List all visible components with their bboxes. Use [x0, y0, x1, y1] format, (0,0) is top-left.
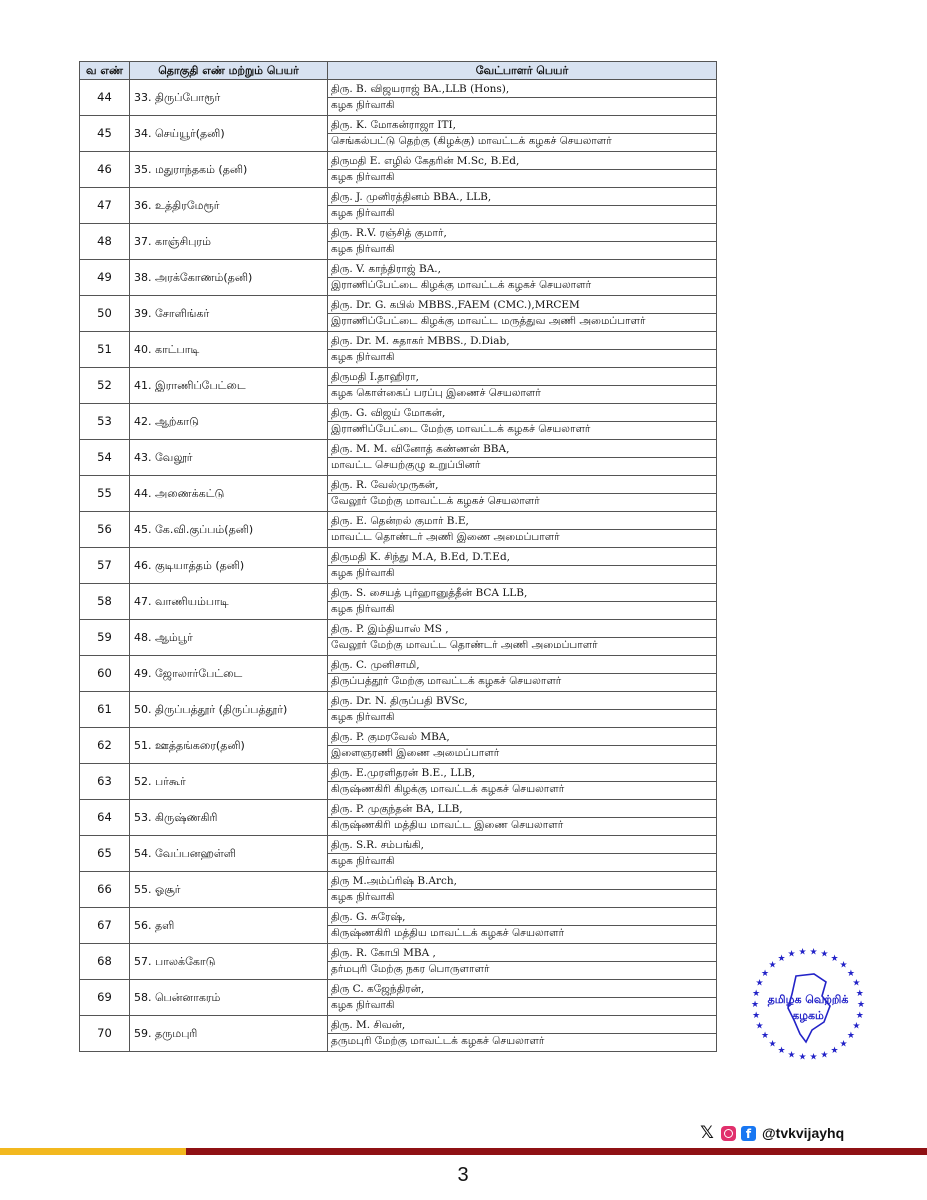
candidate-role-cell: கழக நிர்வாகி: [328, 350, 717, 368]
candidate-name-cell: திரு. R. வேல்முருகன்,: [328, 476, 717, 494]
star-icon: ★: [830, 1045, 839, 1056]
candidate-role-cell: கிருஷ்ணகிரி மத்திய மாவட்டக் கழகச் செயலாளர்: [328, 926, 717, 944]
constituency-cell: 55. ஓசூர்: [130, 872, 328, 908]
serial-number-cell: 63: [80, 764, 130, 800]
table-row: [80, 908, 717, 926]
constituency-cell: 51. ஊத்தங்கரை(தனி): [130, 728, 328, 764]
serial-number-cell: 45: [80, 116, 130, 152]
footer-bar-red: [186, 1148, 927, 1155]
constituency-cell: 52. பர்கூர்: [130, 764, 328, 800]
table-row: [80, 368, 717, 386]
candidate-name-cell: திரு. E. தென்றல் குமார் B.E,: [328, 512, 717, 530]
candidate-name-cell: திரு. P. முகுந்தன் BA, LLB,: [328, 800, 717, 818]
constituency-cell: 54. வேப்பனஹள்ளி: [130, 836, 328, 872]
serial-number-cell: 59: [80, 620, 130, 656]
table-row: [80, 296, 717, 314]
instagram-icon[interactable]: [721, 1126, 736, 1141]
star-icon: ★: [777, 954, 786, 965]
candidate-role-cell: இராணிப்பேட்டை கிழக்கு மாவட்டக் கழகச் செயலாளர்: [328, 278, 717, 296]
page-number: 3: [457, 1164, 469, 1186]
candidate-name-cell: திரு. V. காந்திராஜ் BA.,: [328, 260, 717, 278]
table-row: [80, 152, 717, 170]
constituency-cell: 33. திருப்போரூர்: [130, 80, 328, 116]
constituency-cell: 43. வேலூர்: [130, 440, 328, 476]
table-row: [80, 764, 717, 782]
candidate-role-cell: இளைஞரணி இணை அமைப்பாளர்: [328, 746, 717, 764]
serial-number-cell: 53: [80, 404, 130, 440]
table-header-row: [80, 62, 717, 80]
candidate-role-cell: மாவட்ட செயற்குழு உறுப்பினர்: [328, 458, 717, 476]
candidate-role-cell: கழக நிர்வாகி: [328, 890, 717, 908]
star-icon: ★: [768, 1039, 777, 1050]
constituency-cell: 34. செய்யூர்(தனி): [130, 116, 328, 152]
candidate-role-cell: கழக நிர்வாகி: [328, 566, 717, 584]
constituency-cell: 56. தளி: [130, 908, 328, 944]
serial-number-cell: 61: [80, 692, 130, 728]
candidate-name-cell: திருமதி K. சிந்து M.A, B.Ed, D.T.Ed,: [328, 548, 717, 566]
table-row: [80, 332, 717, 350]
candidate-role-cell: வேலூர் மேற்கு மாவட்டக் கழகச் செயலாளர்: [328, 494, 717, 512]
candidate-role-cell: திருப்பத்தூர் மேற்கு மாவட்டக் கழகச் செயலாளர்: [328, 674, 717, 692]
candidate-role-cell: கழக நிர்வாகி: [328, 998, 717, 1016]
candidate-role-cell: கழக கொள்கைப் பரப்பு இணைச் செயலாளர்: [328, 386, 717, 404]
constituency-cell: 48. ஆம்பூர்: [130, 620, 328, 656]
table-row: [80, 584, 717, 602]
table-row: [80, 548, 717, 566]
serial-number-cell: 49: [80, 260, 130, 296]
serial-number-cell: 46: [80, 152, 130, 188]
star-icon: ★: [830, 954, 839, 965]
constituency-cell: 47. வாணியம்பாடி: [130, 584, 328, 620]
candidate-role-cell: கழக நிர்வாகி: [328, 170, 717, 188]
table-row: [80, 800, 717, 818]
logo-text-line1: தமிழக வெற்றிக்: [767, 993, 849, 1006]
candidate-name-cell: திரு. K. மோகன்ராஜா ITI,: [328, 116, 717, 134]
candidate-name-cell: திரு. Dr. G. கபில் MBBS.,FAEM (CMC.),MRCEM: [328, 296, 717, 314]
constituency-cell: 38. அரக்கோணம்(தனி): [130, 260, 328, 296]
star-icon: ★: [761, 968, 770, 979]
star-icon: ★: [798, 947, 807, 958]
star-icon: ★: [839, 960, 848, 971]
candidate-name-cell: திரு C. கஜேந்திரன்,: [328, 980, 717, 998]
serial-number-cell: 44: [80, 80, 130, 116]
table-row: [80, 980, 717, 998]
star-icon: ★: [820, 1050, 829, 1061]
serial-number-cell: 64: [80, 800, 130, 836]
constituency-cell: 41. இராணிப்பேட்டை: [130, 368, 328, 404]
serial-number-cell: 65: [80, 836, 130, 872]
candidate-role-cell: மாவட்ட தொண்டர் அணி இணை அமைப்பாளர்: [328, 530, 717, 548]
star-icon: ★: [777, 1045, 786, 1056]
table-row: [80, 656, 717, 674]
table-row: [80, 944, 717, 962]
candidate-role-cell: செங்கல்பட்டு தெற்கு (கிழக்கு) மாவட்டக் கழகச் செயலாளர்: [328, 134, 717, 152]
constituency-cell: 49. ஜோலார்பேட்டை: [130, 656, 328, 692]
constituency-cell: 44. அணைக்கட்டு: [130, 476, 328, 512]
tvk-party-logo: [748, 944, 868, 1064]
table-row: [80, 80, 717, 98]
table-row: [80, 728, 717, 746]
serial-number-cell: 67: [80, 908, 130, 944]
serial-number-cell: 51: [80, 332, 130, 368]
table-row: [80, 476, 717, 494]
candidate-role-cell: கிருஷ்ணகிரி கிழக்கு மாவட்டக் கழகச் செயலாளர்: [328, 782, 717, 800]
candidate-name-cell: திரு. B. விஜயராஜ் BA.,LLB (Hons),: [328, 80, 717, 98]
candidate-role-cell: கழக நிர்வாகி: [328, 602, 717, 620]
table-row: [80, 404, 717, 422]
candidate-name-cell: திரு. S.R. சம்பங்கி,: [328, 836, 717, 854]
serial-number-cell: 58: [80, 584, 130, 620]
candidate-role-cell: கழக நிர்வாகி: [328, 242, 717, 260]
star-icon: ★: [855, 1011, 864, 1021]
candidate-role-cell: கழக நிர்வாகி: [328, 98, 717, 116]
constituency-cell: 39. சோளிங்கர்: [130, 296, 328, 332]
star-icon: ★: [855, 989, 864, 999]
constituency-cell: 37. காஞ்சிபுரம்: [130, 224, 328, 260]
table-row: [80, 872, 717, 890]
table-row: [80, 512, 717, 530]
star-icon: ★: [755, 978, 764, 989]
serial-number-cell: 54: [80, 440, 130, 476]
candidate-role-cell: இராணிப்பேட்டை கிழக்கு மாவட்ட மருத்துவ அணி அமைப்பாளர்: [328, 314, 717, 332]
candidate-name-cell: திரு. C. முனிசாமி,: [328, 656, 717, 674]
serial-number-cell: 57: [80, 548, 130, 584]
table-row: [80, 188, 717, 206]
star-icon: ★: [852, 978, 861, 989]
candidate-name-cell: திரு M.அம்ப்ரிஷ் B.Arch,: [328, 872, 717, 890]
star-icon: ★: [752, 1011, 761, 1021]
star-icon: ★: [809, 1052, 818, 1063]
candidate-name-cell: திரு. G. விஜய் மோகன்,: [328, 404, 717, 422]
serial-number-cell: 55: [80, 476, 130, 512]
star-icon: ★: [846, 968, 855, 979]
footer-bar-yellow: [0, 1148, 186, 1155]
social-handle[interactable]: @tvkvijayhq: [762, 1125, 845, 1141]
star-icon: ★: [856, 1000, 866, 1010]
constituency-cell: 35. மதுராந்தகம் (தனி): [130, 152, 328, 188]
x-twitter-icon[interactable]: 𝕏: [700, 1123, 714, 1143]
star-icon: ★: [787, 1050, 796, 1061]
serial-number-cell: 62: [80, 728, 130, 764]
constituency-cell: 45. கே.வி.குப்பம்(தனி): [130, 512, 328, 548]
star-icon: ★: [820, 949, 829, 960]
candidate-name-cell: திருமதி E. எழில் கேதரின் M.Sc, B.Ed,: [328, 152, 717, 170]
serial-number-cell: 50: [80, 296, 130, 332]
candidate-table: [79, 61, 717, 1052]
candidate-name-cell: திரு. E.முரளிதரன் B.E., LLB,: [328, 764, 717, 782]
candidate-role-cell: இராணிப்பேட்டை மேற்கு மாவட்டக் கழகச் செயலாளர்: [328, 422, 717, 440]
table-row: [80, 1016, 717, 1034]
logo-text-line2: கழகம்: [792, 1009, 824, 1022]
candidate-name-cell: திரு. Dr. M. சுதாகர் MBBS., D.Diab,: [328, 332, 717, 350]
constituency-cell: 59. தருமபுரி: [130, 1016, 328, 1052]
candidate-name-cell: திரு. M. M. வினோத் கண்ணன் BBA,: [328, 440, 717, 458]
serial-number-cell: 68: [80, 944, 130, 980]
table-row: [80, 692, 717, 710]
star-icon: ★: [750, 1000, 760, 1010]
star-icon: ★: [752, 989, 761, 999]
candidate-name-cell: திரு. G. சுரேஷ்,: [328, 908, 717, 926]
constituency-cell: 42. ஆற்காடு: [130, 404, 328, 440]
constituency-cell: 53. கிருஷ்ணகிரி: [130, 800, 328, 836]
constituency-cell: 36. உத்திரமேரூர்: [130, 188, 328, 224]
candidate-name-cell: திரு. J. முனிரத்தினம் BBA., LLB,: [328, 188, 717, 206]
serial-number-cell: 48: [80, 224, 130, 260]
star-icon: ★: [852, 1021, 861, 1032]
header-candidate-name: வேட்பாளர் பெயர்: [328, 62, 717, 80]
serial-number-cell: 60: [80, 656, 130, 692]
table-row: [80, 260, 717, 278]
candidate-role-cell: கழக நிர்வாகி: [328, 710, 717, 728]
star-icon: ★: [809, 947, 818, 958]
candidate-role-cell: வேலூர் மேற்கு மாவட்ட தொண்டர் அணி அமைப்பாளர்: [328, 638, 717, 656]
constituency-cell: 46. குடியாத்தம் (தனி): [130, 548, 328, 584]
star-icon: ★: [761, 1031, 770, 1042]
serial-number-cell: 56: [80, 512, 130, 548]
star-icon: ★: [839, 1039, 848, 1050]
star-icon: ★: [768, 960, 777, 971]
table-row: [80, 224, 717, 242]
star-icon: ★: [846, 1031, 855, 1042]
star-icon: ★: [755, 1021, 764, 1032]
serial-number-cell: 69: [80, 980, 130, 1016]
table-row: [80, 836, 717, 854]
constituency-cell: 50. திருப்பத்தூர் (திருப்பத்தூர்): [130, 692, 328, 728]
constituency-cell: 58. பென்னாகரம்: [130, 980, 328, 1016]
social-links: [698, 1123, 844, 1143]
candidate-name-cell: திரு. R.V. ரஞ்சித் குமார்,: [328, 224, 717, 242]
table-row: [80, 116, 717, 134]
candidate-name-cell: திரு. S. சையத் புர்ஹானுத்தீன் BCA LLB,: [328, 584, 717, 602]
candidate-name-cell: திரு. Dr. N. திருப்பதி BVSc,: [328, 692, 717, 710]
serial-number-cell: 52: [80, 368, 130, 404]
serial-number-cell: 70: [80, 1016, 130, 1052]
candidate-name-cell: திருமதி I.தாஹிரா,: [328, 368, 717, 386]
candidate-role-cell: தருமபுரி மேற்கு மாவட்டக் கழகச் செயலாளர்: [328, 1034, 717, 1052]
candidate-name-cell: திரு. R. கோபி MBA ,: [328, 944, 717, 962]
candidate-name-cell: திரு. P. குமரவேல் MBA,: [328, 728, 717, 746]
candidate-role-cell: கழக நிர்வாகி: [328, 206, 717, 224]
table-row: [80, 620, 717, 638]
table-row: [80, 440, 717, 458]
star-icon: ★: [798, 1052, 807, 1063]
serial-number-cell: 47: [80, 188, 130, 224]
candidate-role-cell: கிருஷ்ணகிரி மத்திய மாவட்ட இணை செயலாளர்: [328, 818, 717, 836]
star-icon: ★: [787, 949, 796, 960]
serial-number-cell: 66: [80, 872, 130, 908]
candidate-role-cell: கழக நிர்வாகி: [328, 854, 717, 872]
facebook-icon[interactable]: f: [741, 1126, 756, 1141]
candidate-role-cell: தர்மபுரி மேற்கு நகர பொருளாளர்: [328, 962, 717, 980]
constituency-cell: 57. பாலக்கோடு: [130, 944, 328, 980]
candidate-name-cell: திரு. P. இம்தியாஸ் MS ,: [328, 620, 717, 638]
candidate-name-cell: திரு. M. சிவன்,: [328, 1016, 717, 1034]
header-constituency: தொகுதி எண் மற்றும் பெயர்: [130, 62, 328, 80]
header-serial-no: வ எண்: [80, 62, 130, 80]
constituency-cell: 40. காட்பாடி: [130, 332, 328, 368]
